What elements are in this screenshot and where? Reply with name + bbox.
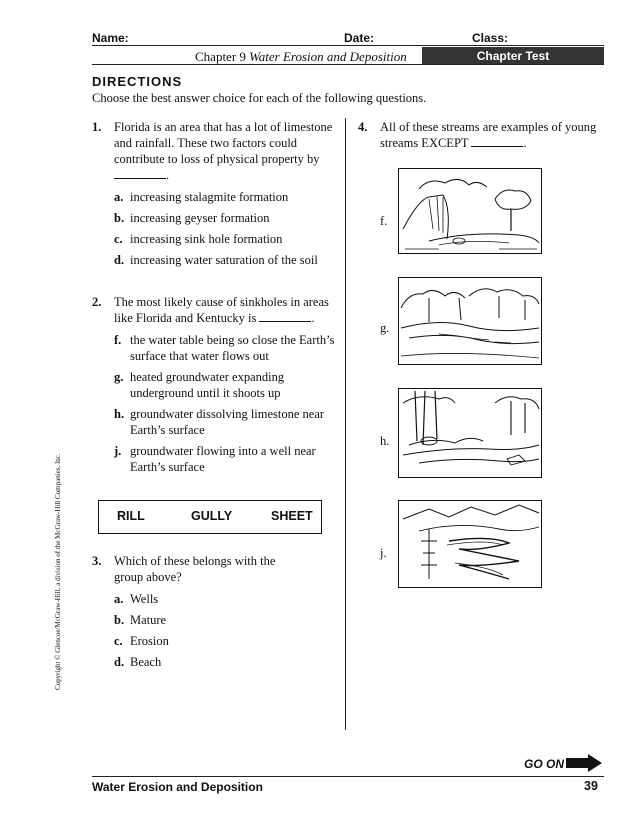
option-letter: h.	[114, 407, 125, 421]
question-number: 4.	[358, 120, 368, 134]
chapter-name: Water Erosion and Deposition	[249, 49, 407, 64]
option-g[interactable]	[114, 369, 337, 401]
option-letter: b.	[114, 613, 125, 627]
stream-image-f[interactable]	[398, 168, 542, 254]
question-number: 2.	[92, 295, 102, 309]
question-stem-end: .	[311, 311, 315, 325]
waterfall-stream-sketch	[399, 169, 541, 253]
word-gully: GULLY	[191, 509, 233, 523]
word-rill: RILL	[117, 509, 145, 523]
option-d[interactable]	[114, 252, 337, 268]
image-label-f: f.	[380, 214, 388, 228]
column-divider	[345, 118, 346, 730]
option-h[interactable]	[114, 406, 337, 438]
option-text: increasing water saturation of the soil	[130, 253, 318, 267]
option-d[interactable]	[114, 654, 337, 670]
answer-blank	[259, 311, 311, 322]
forest-stream-sketch	[399, 389, 541, 477]
go-on-label: GO ON	[524, 757, 565, 771]
meandering-stream-sketch	[399, 501, 541, 587]
name-label: Name:	[92, 31, 129, 45]
question-stem: Florida is an area that has a lot of limestone and rainfall. These two factors could contribute to loss of physical property by	[114, 120, 333, 166]
option-letter: a.	[114, 592, 124, 606]
question-3	[92, 553, 337, 670]
option-letter: b.	[114, 211, 125, 225]
question-stem: The most likely cause of sinkholes in areas like Florida and Kentucky is	[114, 295, 329, 325]
option-letter: g.	[114, 370, 124, 384]
question-text: Which of these belongs with the group above?	[114, 554, 276, 584]
word-group-box	[98, 500, 322, 534]
chapter-prefix: Chapter 9	[195, 49, 246, 64]
option-b[interactable]	[114, 210, 337, 226]
question-text	[380, 119, 608, 151]
option-text: Beach	[130, 655, 162, 669]
question-text	[114, 294, 337, 326]
question-1	[92, 119, 337, 268]
option-text: groundwater dissolving limestone near Earth’s surface	[130, 407, 325, 437]
question-stem-end: .	[166, 168, 170, 182]
go-on-arrow-icon	[566, 754, 602, 772]
option-a[interactable]	[114, 591, 337, 607]
chapter-rule	[92, 64, 604, 65]
option-text: heated groundwater expanding underground until it shoots up	[130, 370, 285, 400]
chapter-test-badge: Chapter Test	[422, 47, 604, 65]
question-number: 1.	[92, 120, 102, 134]
option-text: increasing sink hole formation	[130, 232, 283, 246]
option-letter: c.	[114, 232, 123, 246]
option-letter: d.	[114, 253, 125, 267]
option-letter: f.	[114, 333, 122, 347]
stream-image-g[interactable]	[398, 277, 542, 365]
word-sheet: SHEET	[271, 509, 313, 523]
option-letter: a.	[114, 190, 124, 204]
footer-rule	[92, 776, 604, 777]
directions-text: Choose the best answer choice for each of the following questions.	[92, 91, 427, 105]
class-label: Class:	[472, 31, 509, 45]
option-text: the water table being so close the Earth’s surface that water flows out	[130, 333, 335, 363]
valley-stream-sketch	[399, 278, 541, 364]
question-2	[92, 294, 337, 475]
option-text: increasing geyser formation	[130, 211, 270, 225]
question-4	[358, 119, 608, 151]
option-letter: c.	[114, 634, 123, 648]
image-label-g: g.	[380, 321, 390, 335]
question-stem-end: .	[523, 136, 527, 150]
option-c[interactable]	[114, 633, 337, 649]
header-rule	[92, 45, 604, 46]
option-text: Mature	[130, 613, 167, 627]
footer-chapter-title: Water Erosion and Deposition	[92, 780, 263, 794]
option-text: Wells	[130, 592, 159, 606]
option-text: Erosion	[130, 634, 169, 648]
stream-image-j[interactable]	[398, 500, 542, 588]
option-c[interactable]	[114, 231, 337, 247]
answer-blank	[471, 136, 523, 147]
answer-blank	[114, 168, 166, 179]
stream-image-h[interactable]	[398, 388, 542, 478]
page-number: 39	[584, 779, 598, 793]
image-label-h: h.	[380, 434, 390, 448]
copyright-notice: Copyright © Glencoe/McGraw-Hill, a division of the McGraw-Hill Companies, Inc.	[54, 453, 62, 690]
chapter-title	[195, 49, 407, 65]
option-letter: d.	[114, 655, 125, 669]
option-f[interactable]	[114, 332, 337, 364]
option-letter: j.	[114, 444, 122, 458]
option-text: groundwater flowing into a well near Earth’s surface	[130, 444, 316, 474]
option-j[interactable]	[114, 443, 337, 475]
image-label-j: j.	[380, 546, 387, 560]
question-text	[114, 119, 337, 183]
option-a[interactable]	[114, 189, 337, 205]
directions-heading: DIRECTIONS	[92, 74, 183, 89]
question-number: 3.	[92, 554, 102, 568]
option-b[interactable]	[114, 612, 337, 628]
option-text: increasing stalagmite formation	[130, 190, 289, 204]
date-label: Date:	[344, 31, 375, 45]
question-stem: All of these streams are examples of young streams EXCEPT	[380, 120, 597, 150]
